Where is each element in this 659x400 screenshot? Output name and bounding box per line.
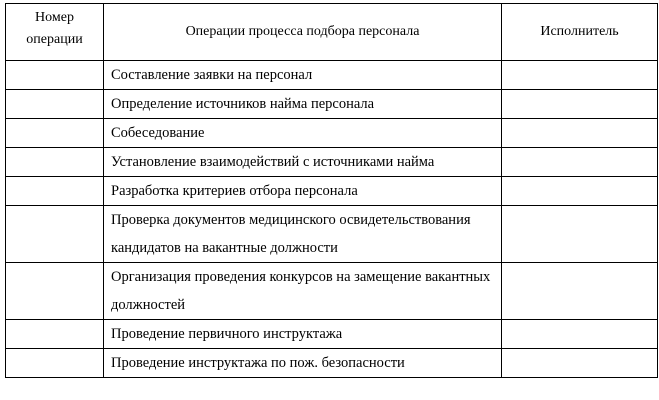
cell-operation: Проверка документов медицинского освидетельствования кандидатов на вакантные должности: [104, 206, 502, 263]
recruitment-operations-table: [5, 3, 658, 378]
cell-operation: Проведение инструктажа по пож. безопасности: [104, 349, 502, 378]
cell-executor: [502, 61, 658, 90]
cell-operation: Проведение первичного инструктажа: [104, 320, 502, 349]
table-row: [6, 320, 658, 349]
table-row: [6, 177, 658, 206]
cell-number: [6, 119, 104, 148]
table-row: [6, 263, 658, 320]
cell-number: [6, 263, 104, 320]
table-row: [6, 119, 658, 148]
header-operation-number-text: Номер операции: [26, 10, 83, 47]
cell-executor: [502, 206, 658, 263]
table-row: [6, 206, 658, 263]
cell-number: [6, 148, 104, 177]
cell-operation: Установление взаимодействий с источниками найма: [104, 148, 502, 177]
cell-operation: Составление заявки на персонал: [104, 61, 502, 90]
cell-number: [6, 349, 104, 378]
document-page: [5, 3, 657, 397]
cell-number: [6, 90, 104, 119]
cell-executor: [502, 119, 658, 148]
cell-number: [6, 61, 104, 90]
cell-executor: [502, 148, 658, 177]
cell-number: [6, 177, 104, 206]
cell-executor: [502, 90, 658, 119]
cell-executor: [502, 177, 658, 206]
cell-number: [6, 320, 104, 349]
table-row: [6, 61, 658, 90]
table-row: [6, 148, 658, 177]
cell-number: [6, 206, 104, 263]
cell-executor: [502, 320, 658, 349]
table-row: [6, 349, 658, 378]
header-executor: Исполнитель: [502, 4, 658, 61]
cell-executor: [502, 349, 658, 378]
header-operations: Операции процесса подбора персонала: [104, 4, 502, 61]
header-operation-number: [6, 4, 104, 61]
cell-operation: Организация проведения конкурсов на замещение вакантных должностей: [104, 263, 502, 320]
cell-operation: Определение источников найма персонала: [104, 90, 502, 119]
table-row: [6, 90, 658, 119]
cell-executor: [502, 263, 658, 320]
table-header-row: [6, 4, 658, 61]
cell-operation: Разработка критериев отбора персонала: [104, 177, 502, 206]
cell-operation: Собеседование: [104, 119, 502, 148]
